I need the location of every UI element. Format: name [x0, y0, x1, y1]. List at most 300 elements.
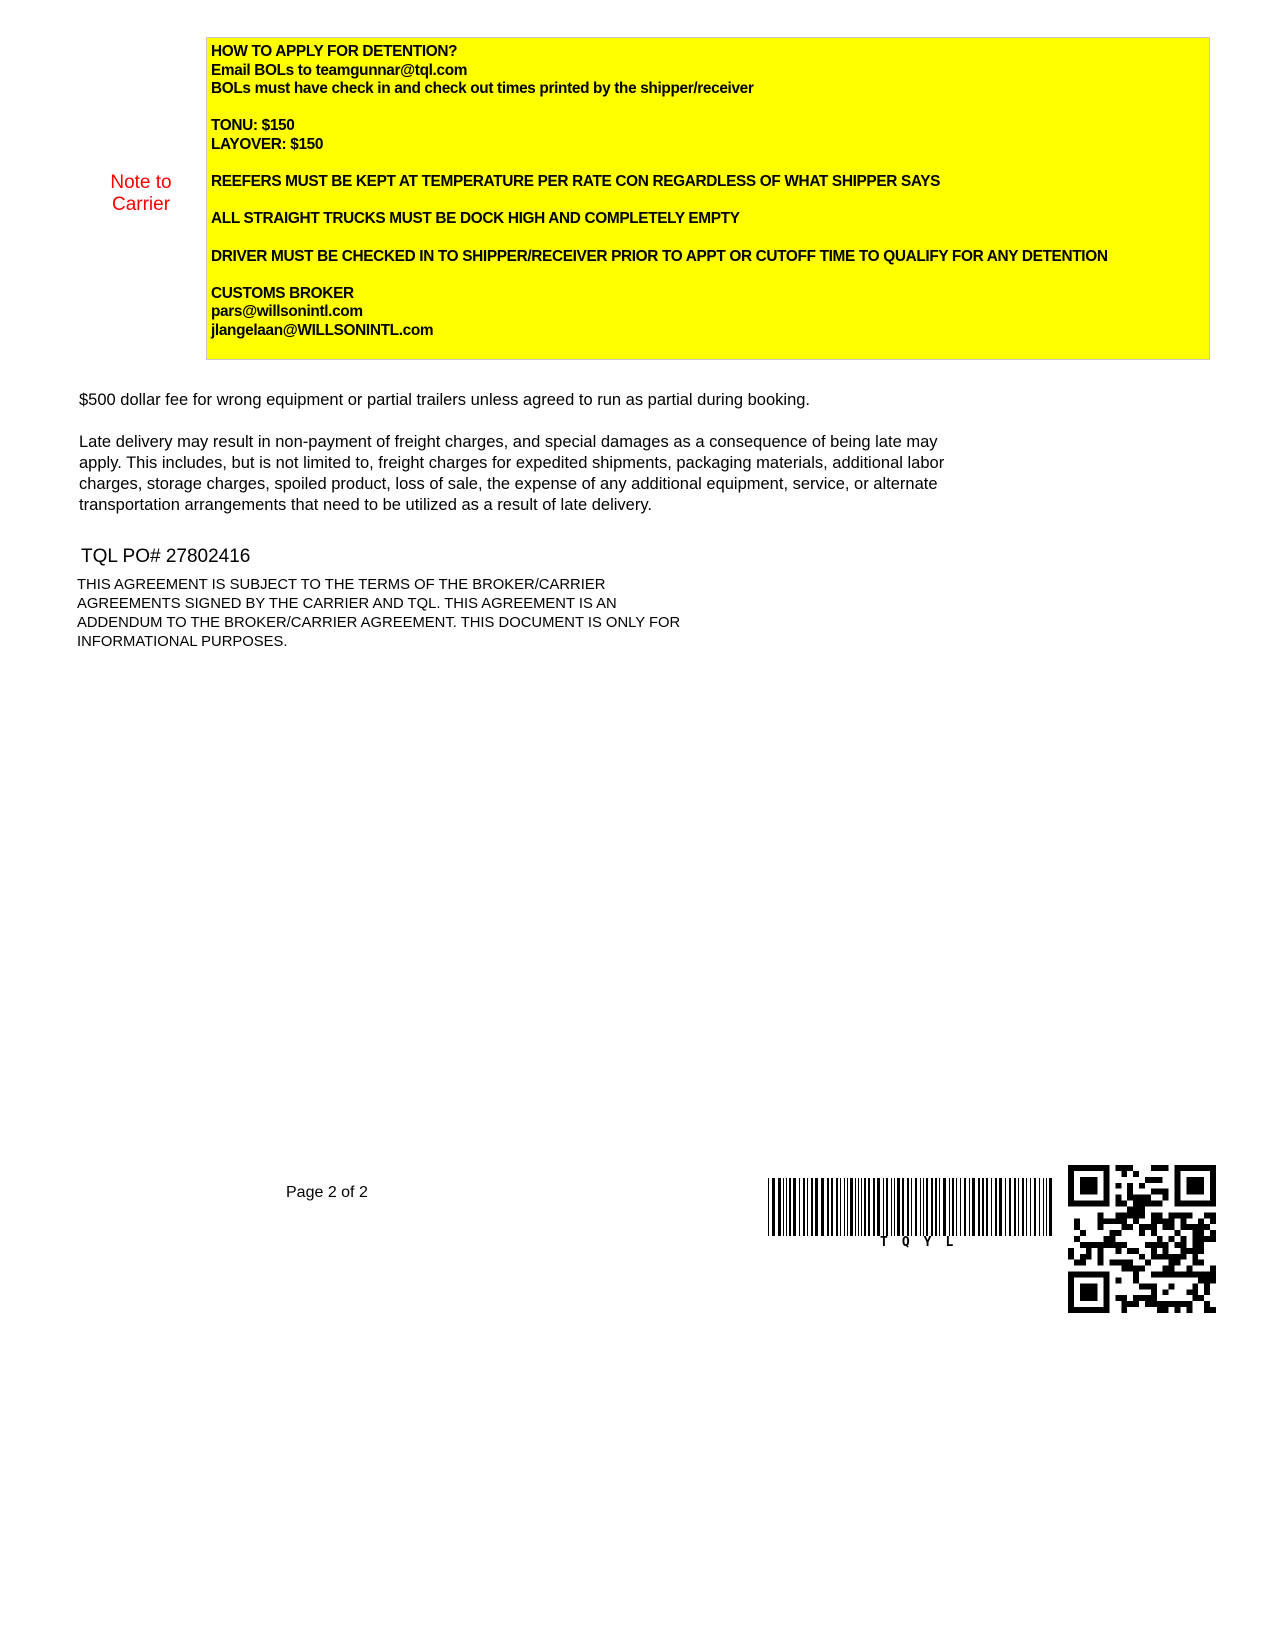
qr-module	[1186, 1301, 1192, 1307]
qr-module	[1115, 1277, 1121, 1283]
qr-module	[1074, 1307, 1080, 1313]
qr-module	[1080, 1260, 1086, 1266]
barcode-bar	[827, 1178, 829, 1236]
qr-module	[1080, 1254, 1086, 1260]
qr-module	[1210, 1307, 1216, 1313]
qr-module	[1157, 1201, 1163, 1207]
qr-module	[1104, 1283, 1110, 1289]
qr-module	[1163, 1195, 1169, 1201]
qr-module	[1204, 1201, 1210, 1207]
qr-module	[1115, 1260, 1121, 1266]
qr-module	[1127, 1266, 1133, 1272]
qr-module	[1139, 1201, 1145, 1207]
late-delivery-line: apply. This includes, but is not limited to, freight charges for expedited shipments, packaging materials, additional labor	[79, 454, 945, 472]
note-line: BOLs must have check in and check out times printed by the shipper/receiver	[211, 80, 754, 98]
qr-module	[1086, 1254, 1092, 1260]
qr-module	[1133, 1277, 1139, 1283]
late-delivery-line: charges, storage charges, spoiled product, loss of sale, the expense of any additional equipment, service, or alternate	[79, 475, 938, 493]
qr-module	[1192, 1254, 1198, 1260]
qr-module	[1180, 1272, 1186, 1278]
qr-module	[1115, 1201, 1121, 1207]
qr-module	[1180, 1212, 1186, 1218]
qr-module	[1133, 1195, 1139, 1201]
barcode-bar	[1026, 1178, 1027, 1236]
barcode-bar	[811, 1178, 813, 1236]
qr-module	[1192, 1230, 1198, 1236]
qr-module	[1175, 1171, 1181, 1177]
qr-module	[1192, 1248, 1198, 1254]
qr-module	[1192, 1283, 1198, 1289]
qr-module	[1115, 1212, 1121, 1218]
qr-module	[1080, 1165, 1086, 1171]
qr-module	[1192, 1289, 1198, 1295]
qr-module	[1151, 1272, 1157, 1278]
qr-module	[1163, 1248, 1169, 1254]
qr-module	[1175, 1242, 1181, 1248]
qr-module	[1074, 1201, 1080, 1207]
qr-module	[1115, 1230, 1121, 1236]
qr-module	[1127, 1224, 1133, 1230]
barcode-text: TQYL	[880, 1235, 968, 1250]
qr-module	[1175, 1254, 1181, 1260]
qr-module	[1092, 1289, 1098, 1295]
qr-module	[1104, 1218, 1110, 1224]
qr-module	[1180, 1165, 1186, 1171]
qr-module	[1080, 1289, 1086, 1295]
qr-module	[1204, 1224, 1210, 1230]
barcode-bar	[864, 1178, 866, 1236]
qr-module	[1151, 1242, 1157, 1248]
qr-module	[1098, 1260, 1104, 1266]
qr-module	[1157, 1254, 1163, 1260]
qr-module	[1192, 1224, 1198, 1230]
note-label-line: Note to	[110, 172, 172, 193]
qr-module	[1192, 1177, 1198, 1183]
barcode-bar	[778, 1178, 781, 1236]
qr-module	[1151, 1224, 1157, 1230]
qr-module	[1210, 1165, 1216, 1171]
qr-module	[1104, 1242, 1110, 1248]
qr-module	[1139, 1224, 1145, 1230]
qr-module	[1139, 1266, 1145, 1272]
qr-module	[1127, 1260, 1133, 1266]
late-delivery-paragraph	[79, 432, 944, 516]
qr-module	[1139, 1206, 1145, 1212]
qr-module	[1104, 1165, 1110, 1171]
barcode-bar	[894, 1178, 895, 1236]
qr-module	[1210, 1218, 1216, 1224]
qr-module	[1086, 1289, 1092, 1295]
qr-module	[1157, 1165, 1163, 1171]
qr-module	[1180, 1248, 1186, 1254]
barcode-bar	[915, 1178, 917, 1236]
qr-module	[1198, 1277, 1204, 1283]
qr-module	[1068, 1165, 1074, 1171]
qr-module	[1127, 1206, 1133, 1212]
qr-module	[1121, 1260, 1127, 1266]
barcode-bar	[991, 1178, 992, 1236]
barcode-bar	[1009, 1178, 1011, 1236]
qr-module	[1186, 1177, 1192, 1183]
qr-module	[1104, 1289, 1110, 1295]
qr-module	[1145, 1283, 1151, 1289]
qr-module	[1186, 1272, 1192, 1278]
qr-module	[1121, 1295, 1127, 1301]
qr-module	[1133, 1301, 1139, 1307]
note-line: HOW TO APPLY FOR DETENTION?	[211, 43, 458, 60]
barcode-bar	[1039, 1178, 1040, 1236]
qr-module	[1163, 1266, 1169, 1272]
qr-module	[1198, 1242, 1204, 1248]
barcode-bar	[931, 1178, 933, 1236]
qr-module	[1104, 1189, 1110, 1195]
qr-module	[1133, 1295, 1139, 1301]
qr-module	[1092, 1183, 1098, 1189]
note-line: ALL STRAIGHT TRUCKS MUST BE DOCK HIGH AND COMPLETELY EMPTY	[211, 210, 740, 228]
qr-module	[1192, 1272, 1198, 1278]
qr-module	[1133, 1206, 1139, 1212]
note-spacer	[211, 229, 1209, 248]
qr-module	[1127, 1165, 1133, 1171]
qr-module	[1186, 1183, 1192, 1189]
qr-module	[1198, 1165, 1204, 1171]
qr-module	[1175, 1260, 1181, 1266]
barcode-bar	[978, 1178, 980, 1236]
qr-module	[1121, 1165, 1127, 1171]
qr-module	[1175, 1177, 1181, 1183]
qr-module	[1068, 1195, 1074, 1201]
qr-module	[1086, 1272, 1092, 1278]
barcode-bar	[1043, 1178, 1044, 1236]
qr-module	[1104, 1277, 1110, 1283]
qr-module	[1163, 1165, 1169, 1171]
qr-module	[1198, 1230, 1204, 1236]
qr-module	[1180, 1301, 1186, 1307]
qr-module	[1139, 1254, 1145, 1260]
qr-module	[1175, 1307, 1181, 1313]
barcode-bar	[873, 1178, 875, 1236]
qr-module	[1080, 1183, 1086, 1189]
qr-module	[1074, 1260, 1080, 1266]
barcode-bar	[920, 1178, 921, 1236]
barcode-bar	[831, 1178, 833, 1236]
qr-module	[1086, 1283, 1092, 1289]
barcode-bar	[772, 1178, 775, 1236]
barcode-bar	[807, 1178, 808, 1236]
barcode-bar	[926, 1178, 928, 1236]
qr-module	[1157, 1189, 1163, 1195]
qr-module	[1086, 1177, 1092, 1183]
qr-module	[1151, 1289, 1157, 1295]
barcode-bar	[1014, 1178, 1016, 1236]
qr-module	[1163, 1242, 1169, 1248]
qr-module	[1163, 1218, 1169, 1224]
barcode-bar	[861, 1178, 862, 1236]
qr-module	[1151, 1254, 1157, 1260]
qr-module	[1115, 1248, 1121, 1254]
qr-module	[1104, 1195, 1110, 1201]
qr-module	[1092, 1295, 1098, 1301]
barcode-bar	[883, 1178, 884, 1236]
qr-module	[1145, 1195, 1151, 1201]
barcode-bar	[935, 1178, 937, 1236]
qr-module	[1169, 1218, 1175, 1224]
qr-module	[1163, 1289, 1169, 1295]
qr-module	[1210, 1195, 1216, 1201]
qr-module	[1133, 1266, 1139, 1272]
barcode-bar	[855, 1178, 856, 1236]
qr-module	[1163, 1307, 1169, 1313]
qr-module	[1204, 1289, 1210, 1295]
qr-module	[1121, 1242, 1127, 1248]
qr-module	[1198, 1272, 1204, 1278]
barcode-bar	[943, 1178, 946, 1236]
qr-module	[1157, 1301, 1163, 1307]
qr-module	[1186, 1248, 1192, 1254]
qr-module	[1198, 1218, 1204, 1224]
barcode-bar	[897, 1178, 900, 1236]
qr-module	[1151, 1283, 1157, 1289]
qr-module	[1175, 1165, 1181, 1171]
qr-module	[1098, 1254, 1104, 1260]
barcode-bar	[803, 1178, 805, 1236]
qr-module	[1068, 1301, 1074, 1307]
qr-module	[1098, 1201, 1104, 1207]
qr-module	[1180, 1201, 1186, 1207]
qr-module	[1169, 1236, 1175, 1242]
qr-module	[1198, 1201, 1204, 1207]
note-line: CUSTOMS BROKER	[211, 284, 354, 302]
qr-module	[1175, 1301, 1181, 1307]
qr-module	[1151, 1248, 1157, 1254]
qr-module	[1139, 1283, 1145, 1289]
qr-module	[1068, 1248, 1074, 1254]
agreement-line: ADDENDUM TO THE BROKER/CARRIER AGREEMENT. THIS DOCUMENT IS ONLY FOR	[77, 615, 681, 631]
qr-module	[1180, 1224, 1186, 1230]
qr-module	[1092, 1189, 1098, 1195]
barcode-image	[768, 1178, 1054, 1236]
qr-module	[1098, 1248, 1104, 1254]
qr-module	[1151, 1230, 1157, 1236]
qr-module	[1175, 1230, 1181, 1236]
po-number: TQL PO# 27802416	[81, 546, 251, 567]
qr-module	[1169, 1224, 1175, 1230]
qr-module	[1186, 1224, 1192, 1230]
qr-module	[1127, 1189, 1133, 1195]
note-line: Email BOLs to teamgunnar@tql.com	[211, 61, 468, 79]
page-number: Page 2 of 2	[286, 1184, 368, 1201]
qr-module	[1109, 1260, 1115, 1266]
barcode-bar	[836, 1178, 838, 1236]
qr-module	[1104, 1295, 1110, 1301]
barcode-bar	[907, 1178, 909, 1236]
qr-module	[1104, 1301, 1110, 1307]
qr-module	[1204, 1212, 1210, 1218]
qr-module	[1151, 1218, 1157, 1224]
note-line: TONU: $150	[211, 117, 295, 135]
late-delivery-line: Late delivery may result in non-payment of freight charges, and special damages as a consequence of being late may	[79, 433, 938, 451]
barcode-bar	[972, 1178, 975, 1236]
qr-module	[1151, 1201, 1157, 1207]
qr-module	[1098, 1224, 1104, 1230]
qr-module	[1145, 1295, 1151, 1301]
qr-module	[1192, 1165, 1198, 1171]
qr-module	[1104, 1171, 1110, 1177]
qr-module	[1092, 1283, 1098, 1289]
qr-module	[1204, 1307, 1210, 1313]
qr-module	[1109, 1218, 1115, 1224]
qr-module	[1169, 1266, 1175, 1272]
barcode-bar	[789, 1178, 791, 1236]
qr-module	[1163, 1254, 1169, 1260]
barcode-bar	[969, 1178, 970, 1236]
qr-module	[1192, 1260, 1198, 1266]
qr-module	[1068, 1283, 1074, 1289]
qr-module	[1210, 1230, 1216, 1236]
qr-module	[1121, 1201, 1127, 1207]
qr-module	[1163, 1189, 1169, 1195]
barcode-bar	[850, 1178, 853, 1236]
qr-module	[1186, 1289, 1192, 1295]
qr-module	[1104, 1236, 1110, 1242]
qr-module	[1169, 1272, 1175, 1278]
qr-module	[1092, 1242, 1098, 1248]
qr-module	[1109, 1230, 1115, 1236]
qr-module	[1204, 1301, 1210, 1307]
qr-module	[1098, 1212, 1104, 1218]
qr-module	[1204, 1283, 1210, 1289]
note-line: jlangelaan@WILLSONINTL.com	[211, 321, 434, 339]
qr-module	[1210, 1183, 1216, 1189]
qr-module	[1133, 1171, 1139, 1177]
qr-module	[1175, 1195, 1181, 1201]
qr-module	[1086, 1201, 1092, 1207]
qr-module	[1074, 1272, 1080, 1278]
qr-module	[1198, 1189, 1204, 1195]
qr-module	[1157, 1177, 1163, 1183]
qr-module	[1068, 1189, 1074, 1195]
qr-module	[1080, 1230, 1086, 1236]
barcode-bar	[923, 1178, 924, 1236]
qr-module	[1068, 1183, 1074, 1189]
qr-module	[1115, 1165, 1121, 1171]
qr-module	[1204, 1277, 1210, 1283]
qr-module	[1192, 1201, 1198, 1207]
qr-module	[1198, 1177, 1204, 1183]
qr-module	[1145, 1177, 1151, 1183]
note-label-line: Carrier	[111, 194, 171, 215]
qr-module	[1210, 1171, 1216, 1177]
qr-module	[1068, 1277, 1074, 1283]
qr-module	[1169, 1260, 1175, 1266]
qr-module	[1192, 1242, 1198, 1248]
barcode-bar	[1018, 1178, 1019, 1236]
qr-module	[1133, 1218, 1139, 1224]
qr-code-image	[1068, 1165, 1216, 1313]
barcode-bar	[1005, 1178, 1006, 1236]
qr-module	[1104, 1201, 1110, 1207]
qr-module	[1068, 1177, 1074, 1183]
qr-module	[1068, 1307, 1074, 1313]
qr-module	[1109, 1236, 1115, 1242]
note-spacer	[211, 155, 1209, 174]
note-spacer	[211, 266, 1209, 285]
barcode-bar	[960, 1178, 961, 1236]
barcode-bar	[1049, 1178, 1052, 1236]
qr-module	[1139, 1195, 1145, 1201]
qr-module	[1145, 1260, 1151, 1266]
qr-module	[1204, 1236, 1210, 1242]
agreement-line: THIS AGREEMENT IS SUBJECT TO THE TERMS OF THE BROKER/CARRIER	[77, 577, 606, 593]
barcode-bar	[956, 1178, 957, 1236]
qr-module	[1210, 1236, 1216, 1242]
qr-module	[1198, 1224, 1204, 1230]
qr-module	[1175, 1189, 1181, 1195]
qr-module	[1157, 1212, 1163, 1218]
qr-module	[1180, 1242, 1186, 1248]
qr-module	[1127, 1301, 1133, 1307]
qr-module	[1186, 1212, 1192, 1218]
note-line: LAYOVER: $150	[211, 135, 324, 153]
qr-module	[1115, 1218, 1121, 1224]
qr-module	[1169, 1212, 1175, 1218]
qr-module	[1098, 1307, 1104, 1313]
qr-module	[1145, 1301, 1151, 1307]
carrier-note-box	[206, 37, 1210, 360]
qr-module	[1127, 1212, 1133, 1218]
barcode-bar	[815, 1178, 818, 1236]
qr-module	[1115, 1295, 1121, 1301]
barcode-bar	[995, 1178, 997, 1236]
qr-module	[1080, 1307, 1086, 1313]
qr-module	[1080, 1295, 1086, 1301]
qr-module	[1086, 1165, 1092, 1171]
qr-module	[1169, 1254, 1175, 1260]
qr-module	[1151, 1177, 1157, 1183]
qr-module	[1163, 1301, 1169, 1307]
qr-module	[1133, 1212, 1139, 1218]
qr-module	[1210, 1272, 1216, 1278]
qr-module	[1104, 1177, 1110, 1183]
qr-module	[1098, 1242, 1104, 1248]
barcode-bar	[886, 1178, 888, 1236]
barcode-bar	[786, 1178, 787, 1236]
note-spacer	[211, 99, 1209, 118]
qr-module	[1104, 1183, 1110, 1189]
qr-module	[1198, 1260, 1204, 1266]
qr-module	[1151, 1301, 1157, 1307]
qr-module	[1151, 1189, 1157, 1195]
note-to-carrier-label	[96, 172, 186, 216]
note-line: REEFERS MUST BE KEPT AT TEMPERATURE PER RATE CON REGARDLESS OF WHAT SHIPPER SAYS	[211, 173, 941, 191]
barcode-bar	[891, 1178, 892, 1236]
qr-module	[1198, 1295, 1204, 1301]
qr-module	[1186, 1201, 1192, 1207]
qr-module	[1180, 1254, 1186, 1260]
qr-module	[1092, 1272, 1098, 1278]
qr-module	[1157, 1307, 1163, 1313]
qr-module	[1192, 1236, 1198, 1242]
qr-module	[1210, 1266, 1216, 1272]
qr-module	[1186, 1266, 1192, 1272]
wrong-equipment-fee-text: $500 dollar fee for wrong equipment or partial trailers unless agreed to run as partial during booking.	[79, 391, 811, 409]
qr-module	[1074, 1236, 1080, 1242]
agreement-line: AGREEMENTS SIGNED BY THE CARRIER AND TQL. THIS AGREEMENT IS AN	[77, 596, 617, 612]
qr-module	[1080, 1242, 1086, 1248]
qr-module	[1175, 1201, 1181, 1207]
qr-module	[1080, 1177, 1086, 1183]
qr-module	[1169, 1283, 1175, 1289]
